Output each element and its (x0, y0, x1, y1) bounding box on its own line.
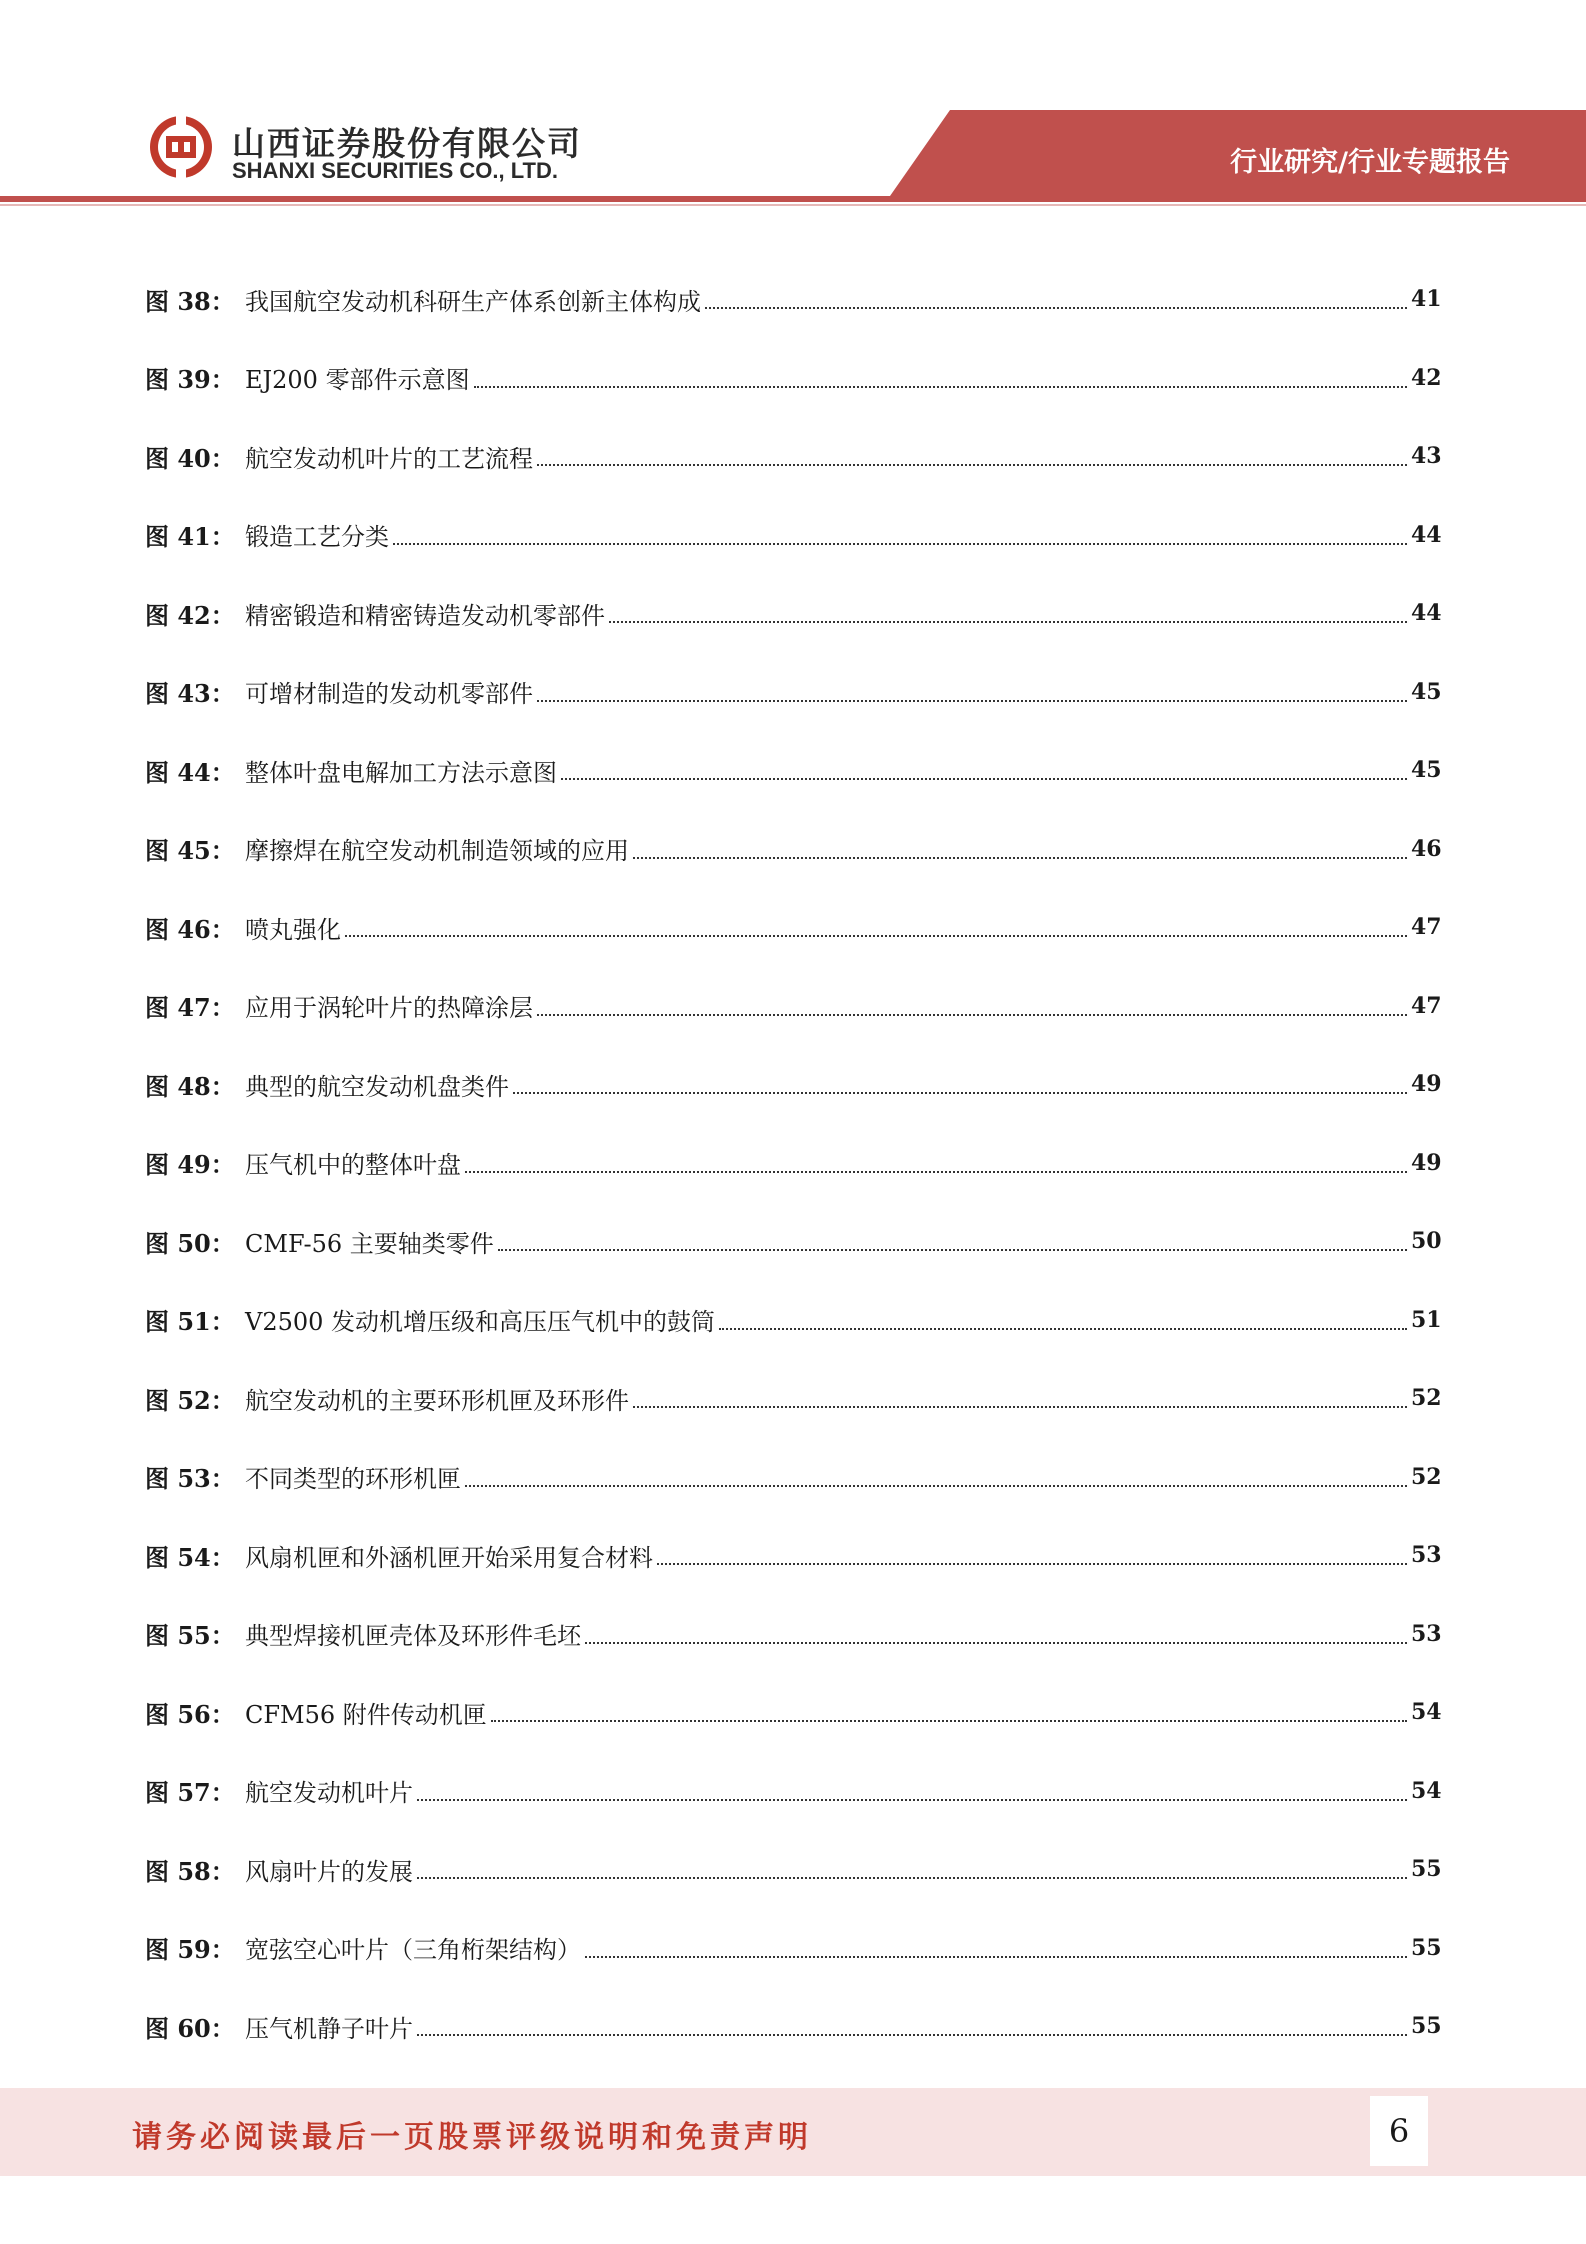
page-number: 53 (1411, 1542, 1442, 1569)
dot-leader (417, 1877, 1407, 1879)
page-number: 49 (1411, 1149, 1442, 1176)
figure-number: 图 47： (145, 993, 235, 1023)
figure-number: 图 46： (145, 914, 235, 944)
figure-title: 应用于涡轮叶片的热障涂层 (245, 994, 533, 1023)
page-number: 43 (1411, 443, 1442, 470)
page-number: 41 (1411, 286, 1442, 313)
figure-title: 宽弦空心叶片（三角桁架结构） (245, 1936, 581, 1965)
figure-number: 图 51： (145, 1307, 235, 1337)
toc-entry-fig-53[interactable] (145, 1438, 1441, 1517)
page-number: 55 (1411, 2013, 1442, 2040)
figure-number: 图 55： (145, 1621, 235, 1651)
dot-leader (474, 386, 1407, 388)
toc-entry-fig-48[interactable] (145, 1045, 1441, 1124)
toc-entry-fig-38[interactable] (145, 260, 1441, 339)
toc-entry-fig-43[interactable] (145, 653, 1441, 732)
figure-number: 图 60： (145, 2013, 235, 2043)
toc-entry-fig-47[interactable] (145, 967, 1441, 1046)
report-type-label: 行业研究/行业专题报告 (1230, 147, 1510, 178)
figure-title: 航空发动机的主要环形机匣及环形件 (245, 1386, 629, 1415)
toc-entry-fig-55[interactable] (145, 1595, 1441, 1674)
page-number: 50 (1411, 1228, 1442, 1255)
page-header (0, 0, 1586, 215)
toc-entry-fig-57[interactable] (145, 1752, 1441, 1831)
toc-entry-fig-41[interactable] (145, 496, 1441, 575)
figure-title: 压气机中的整体叶盘 (245, 1151, 461, 1180)
toc-entry-fig-50[interactable] (145, 1202, 1441, 1281)
page-number: 53 (1411, 1620, 1442, 1647)
toc-entry-fig-59[interactable] (145, 1909, 1441, 1988)
page-number: 42 (1411, 364, 1442, 391)
page-number: 54 (1411, 1699, 1442, 1726)
toc-entry-fig-42[interactable] (145, 574, 1441, 653)
page-number: 47 (1411, 914, 1442, 941)
dot-leader (498, 1249, 1407, 1251)
figure-title: 精密锻造和精密铸造发动机零部件 (245, 601, 605, 630)
figure-number: 图 59： (145, 1935, 235, 1965)
figure-number: 图 42： (145, 600, 235, 630)
figure-number: 图 56： (145, 1699, 235, 1729)
figure-number: 图 43： (145, 679, 235, 709)
page-number: 51 (1411, 1306, 1442, 1333)
toc-entry-fig-60[interactable] (145, 1987, 1441, 2066)
page-number: 45 (1411, 678, 1442, 705)
figure-number: 图 40： (145, 443, 235, 473)
dot-leader (417, 1799, 1407, 1801)
dot-leader (609, 621, 1407, 623)
dot-leader (633, 857, 1407, 859)
figure-index-list (145, 260, 1441, 2066)
dot-leader (719, 1328, 1407, 1330)
toc-entry-fig-51[interactable] (145, 1281, 1441, 1360)
toc-entry-fig-52[interactable] (145, 1359, 1441, 1438)
page-number: 45 (1411, 757, 1442, 784)
figure-number: 图 45： (145, 836, 235, 866)
page-number: 49 (1411, 1071, 1442, 1098)
company-name-en: SHANXI SECURITIES CO., LTD. (232, 158, 558, 183)
toc-entry-fig-39[interactable] (145, 339, 1441, 418)
figure-title: 整体叶盘电解加工方法示意图 (245, 758, 557, 787)
page-number: 52 (1411, 1463, 1442, 1490)
dot-leader (393, 543, 1407, 545)
figure-number: 图 53： (145, 1464, 235, 1494)
figure-number: 图 50： (145, 1228, 235, 1258)
figure-title: 典型焊接机匣壳体及环形件毛坯 (245, 1622, 581, 1651)
figure-number: 图 38： (145, 286, 235, 316)
dot-leader (537, 700, 1407, 702)
dot-leader (657, 1563, 1407, 1565)
figure-number: 图 48： (145, 1071, 235, 1101)
dot-leader (417, 2034, 1407, 2036)
figure-title: 风扇叶片的发展 (245, 1857, 413, 1886)
figure-number: 图 39： (145, 365, 235, 395)
figure-number: 图 41： (145, 522, 235, 552)
toc-entry-fig-56[interactable] (145, 1673, 1441, 1752)
figure-title: EJ200 零部件示意图 (245, 366, 470, 395)
figure-title: 典型的航空发动机盘类件 (245, 1072, 509, 1101)
toc-entry-fig-45[interactable] (145, 810, 1441, 889)
page-number-box (1370, 2096, 1428, 2166)
disclaimer-text: 请务必阅读最后一页股票评级说明和免责声明 (132, 2120, 812, 2155)
dot-leader (633, 1406, 1407, 1408)
figure-title: 摩擦焊在航空发动机制造领域的应用 (245, 837, 629, 866)
dot-leader (705, 307, 1407, 309)
figure-title: 喷丸强化 (245, 915, 341, 944)
figure-number: 图 57： (145, 1778, 235, 1808)
figure-number: 图 52： (145, 1385, 235, 1415)
page-number: 54 (1411, 1777, 1442, 1804)
dot-leader (537, 1014, 1407, 1016)
page-number: 44 (1411, 600, 1442, 627)
figure-title: 航空发动机叶片 (245, 1779, 413, 1808)
dot-leader (585, 1642, 1407, 1644)
page-number: 47 (1411, 992, 1442, 1019)
toc-entry-fig-54[interactable] (145, 1516, 1441, 1595)
toc-entry-fig-58[interactable] (145, 1830, 1441, 1909)
page-number: 55 (1411, 1934, 1442, 1961)
current-page-number: 6 (1388, 2112, 1410, 2150)
figure-title: 航空发动机叶片的工艺流程 (245, 444, 533, 473)
dot-leader (491, 1720, 1407, 1722)
toc-entry-fig-40[interactable] (145, 417, 1441, 496)
dot-leader (465, 1171, 1407, 1173)
dot-leader (537, 464, 1407, 466)
dot-leader (585, 1956, 1407, 1958)
page-number: 46 (1411, 835, 1442, 862)
figure-title: CFM56 附件传动机匣 (245, 1700, 487, 1729)
figure-title: V2500 发动机增压级和高压压气机中的鼓筒 (245, 1308, 716, 1337)
page-number: 55 (1411, 1856, 1442, 1883)
figure-title: 压气机静子叶片 (245, 2014, 413, 2043)
figure-number: 图 44： (145, 757, 235, 787)
dot-leader (513, 1092, 1407, 1094)
figure-title: 锻造工艺分类 (245, 523, 389, 552)
toc-entry-fig-46[interactable] (145, 888, 1441, 967)
company-name-cn: 山西证券股份有限公司 (232, 124, 582, 163)
figure-title: CMF-56 主要轴类零件 (245, 1229, 494, 1258)
dot-leader (561, 778, 1407, 780)
figure-number: 图 58： (145, 1856, 235, 1886)
toc-entry-fig-44[interactable] (145, 731, 1441, 810)
page-number: 44 (1411, 521, 1442, 548)
figure-title: 我国航空发动机科研生产体系创新主体构成 (245, 287, 701, 316)
figure-title: 风扇机匣和外涵机匣开始采用复合材料 (245, 1543, 653, 1572)
toc-entry-fig-49[interactable] (145, 1124, 1441, 1203)
figure-number: 图 54： (145, 1542, 235, 1572)
figure-title: 不同类型的环形机匣 (245, 1465, 461, 1494)
company-logo-icon (146, 112, 216, 182)
dot-leader (465, 1485, 1407, 1487)
page-number: 52 (1411, 1385, 1442, 1412)
figure-title: 可增材制造的发动机零部件 (245, 680, 533, 709)
figure-number: 图 49： (145, 1150, 235, 1180)
dot-leader (345, 935, 1407, 937)
